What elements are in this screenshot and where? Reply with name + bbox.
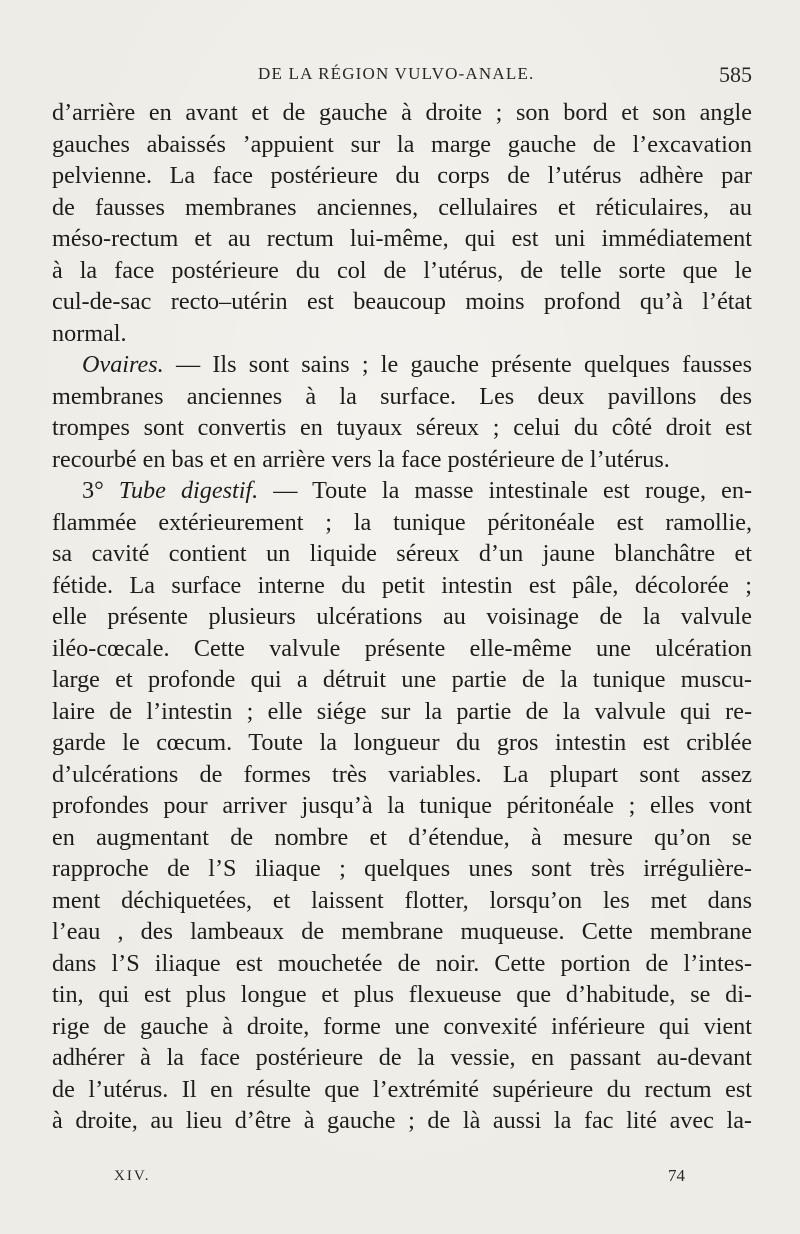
text-line: membranes anciennes à la surface. Les deux pavillons des — [52, 382, 752, 410]
text-line: de fausses membranes anciennes, cellulaires et réticulaires, au — [52, 193, 752, 221]
text-line: fétide. La surface interne du petit intestin est pâle, décolorée ; — [52, 571, 752, 599]
text-line: gauches abaissés ’appuient sur la marge gauche de l’excavation — [52, 130, 752, 158]
signature-mark: XIV. — [114, 1168, 151, 1184]
text-line: dans l’S iliaque est mouchetée de noir. Cette portion de l’intes- — [52, 949, 752, 977]
text-line: flammée extérieurement ; la tunique péritonéale est ramollie, — [52, 508, 752, 536]
text-line: rapproche de l’S iliaque ; quelques unes sont très irrégulière- — [52, 855, 752, 882]
text-line: profondes pour arriver jusqu’à la tunique péritonéale ; elles vont — [52, 792, 752, 819]
text-line: trompes sont convertis en tuyaux séreux ; celui du côté droit est — [52, 414, 752, 441]
text-line: laire de l’intestin ; elle siége sur la partie de la valvule qui re- — [52, 697, 752, 725]
text-line: l’eau , des lambeaux de membrane muqueuse. Cette membrane — [52, 918, 752, 945]
paragraph-uterus-continuation — [52, 97, 752, 349]
text-line: d’arrière en avant et de gauche à droite ; son bord et son angle — [52, 99, 752, 126]
paragraph-ovaires — [52, 349, 752, 475]
paragraph-tube-digestif — [52, 475, 752, 1137]
page-footer — [0, 1166, 800, 1196]
text-line: d’ulcérations de formes très variables. La plupart sont assez — [52, 760, 752, 788]
section-number: 3° — [82, 477, 104, 504]
text-line: large et profonde qui a détruit une partie de la tunique muscu- — [52, 666, 752, 693]
text-line — [52, 349, 752, 381]
text-line: de l’utérus. Il en résulte que l’extrémité supérieure du rectum est — [52, 1075, 752, 1103]
running-title: DE LA RÉGION VULVO-ANALE. — [258, 64, 535, 83]
text-line: sa cavité contient un liquide séreux d’un jaune blanchâtre et — [52, 540, 752, 567]
text-run: — Toute la masse intestinale est rouge, en- — [258, 477, 753, 504]
page-number: 585 — [719, 62, 752, 87]
section-heading-tube-digestif: Tube digestif. — [118, 477, 259, 504]
text-line: méso-rectum et au rectum lui-même, qui est uni immédiatement — [52, 225, 752, 252]
text-line: tin, qui est plus longue et plus flexueuse que d’habitude, se di- — [52, 981, 752, 1008]
text-line: à la face postérieure du col de l’utérus, de telle sorte que le — [52, 256, 752, 284]
text-line: à droite, au lieu d’être à gauche ; de là aussi la fac lité avec la- — [52, 1107, 752, 1134]
text-line: en augmentant de nombre et d’étendue, à mesure qu’on se — [52, 823, 752, 851]
text-line: cul-de-sac recto–utérin est beaucoup moins profond qu’à l’état — [52, 288, 752, 315]
sheet-number: 74 — [668, 1166, 685, 1185]
text-line — [52, 475, 752, 507]
text-line: pelvienne. La face postérieure du corps de l’utérus adhère par — [52, 162, 752, 189]
text-line: adhérer à la face postérieure de la vessie, en passant au-devant — [52, 1044, 752, 1071]
text-line: elle présente plusieurs ulcérations au voisinage de la valvule — [52, 603, 752, 630]
text-line: normal. — [52, 319, 127, 347]
text-line: ment déchiquetées, et laissent flotter, lorsqu’on les met dans — [52, 886, 752, 914]
section-heading-ovaires: Ovaires. — [82, 351, 164, 378]
text-line: garde le cœcum. Toute la longueur du gros intestin est criblée — [52, 729, 752, 756]
text-line: iléo-cœcale. Cette valvule présente elle-même une ulcération — [52, 634, 752, 662]
body-text — [52, 97, 752, 1137]
running-header — [0, 62, 800, 92]
text-run: — Ils sont sains ; le gauche présente quelques fausses — [163, 351, 752, 378]
text-line: recourbé en bas et en arrière vers la face postérieure de l’utérus. — [52, 445, 670, 473]
text-line: rige de gauche à droite, forme une convexité inférieure qui vient — [52, 1012, 752, 1040]
